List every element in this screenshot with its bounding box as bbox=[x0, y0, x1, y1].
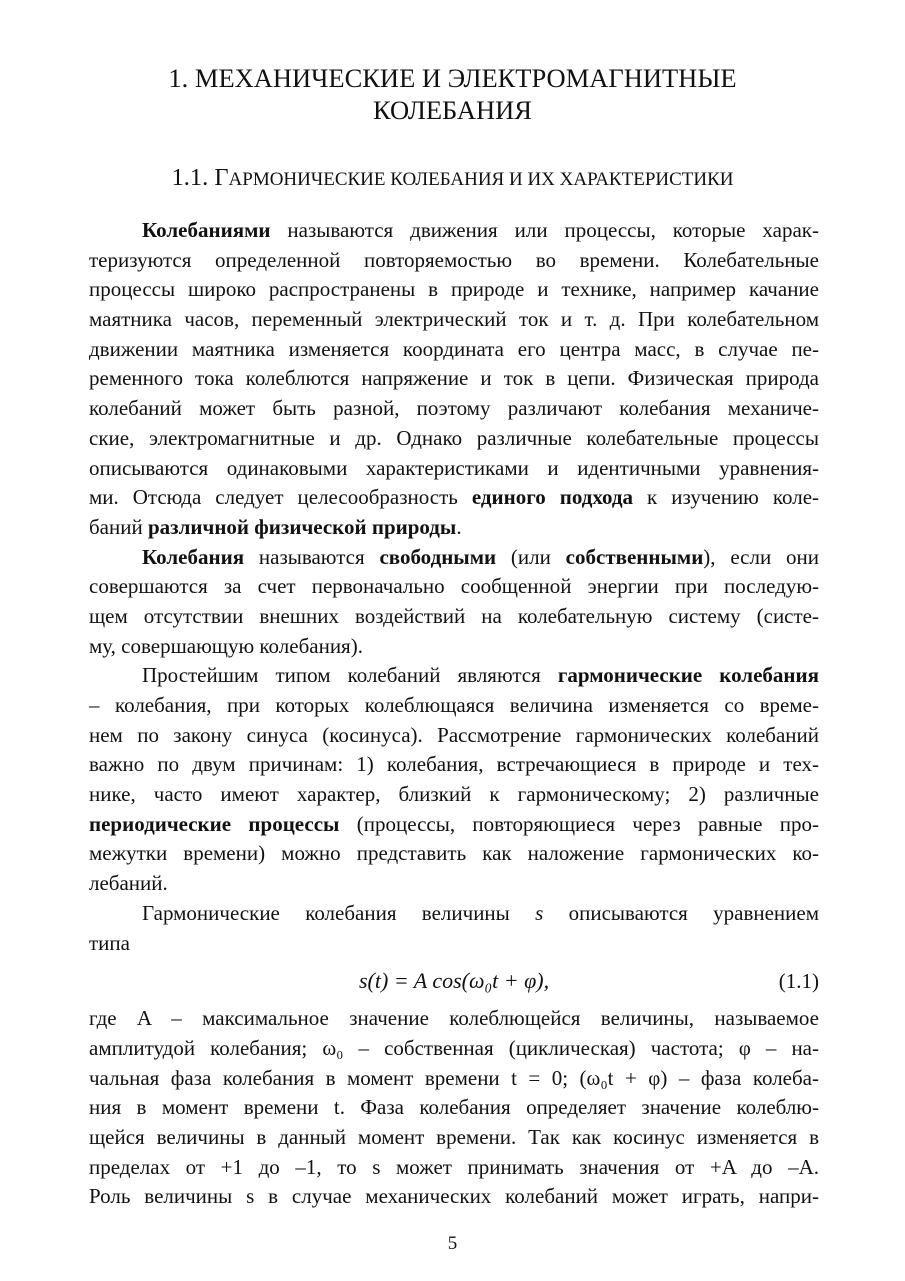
chapter-title-line-1: 1. МЕХАНИЧЕСКИЕ И ЭЛЕКТРОМАГНИТНЫЕ bbox=[168, 63, 737, 93]
term-bold: гармонические колебания bbox=[557, 663, 819, 688]
text-line: амплитудой колебания; ω₀ – собственная (циклическая) частота; φ – на- bbox=[89, 1035, 819, 1060]
text-line: описываются одинаковыми характеристиками и идентичными уравнения- bbox=[89, 455, 819, 480]
paragraph-free-oscillations bbox=[89, 543, 819, 662]
term-bold: Колебаниями bbox=[142, 218, 271, 242]
term-bold: Колебания bbox=[142, 544, 245, 569]
text-line: Роль величины s в случае механических колебаний может играть, напри- bbox=[89, 1184, 819, 1209]
paragraph-definitions bbox=[89, 1004, 819, 1212]
body-text bbox=[89, 216, 819, 1212]
chapter-title-line-2: КОЛЕБАНИЯ bbox=[373, 95, 532, 125]
text-line: процессы широко распространены в природе и технике, например качание bbox=[89, 277, 819, 302]
text-line: маятника часов, переменный электрический ток и т. д. При колебательном bbox=[89, 307, 819, 332]
term-bold: свободными bbox=[379, 544, 497, 569]
text-line: теризуются определенной повторяемостью во времени. Колебательные bbox=[89, 247, 819, 272]
text-line: Гармонические колебания величины s описываются уравнением bbox=[142, 900, 820, 925]
text-line: нем по закону синуса (косинуса). Рассмотрение гармонических колебаний bbox=[89, 722, 819, 747]
text-line: пределах от +1 до –1, то s может принимать значения от +A до –A. bbox=[89, 1154, 819, 1179]
term-bold: единого подхода bbox=[471, 485, 634, 510]
text-line: где A – максимальное значение колеблющейся величины, называемое bbox=[89, 1006, 819, 1031]
text-line: ми. Отсюда следует целесообразность единого подхода к изучению коле- bbox=[89, 485, 820, 510]
text-line: ские, электромагнитные и др. Однако различные колебательные процессы bbox=[89, 425, 819, 450]
text-line: щейся величины в данный момент времени. Так как косинус изменяется в bbox=[89, 1124, 819, 1149]
text-line: межутки времени) можно представить как наложение гармонических ко- bbox=[89, 841, 819, 866]
equation-1-1 bbox=[89, 958, 819, 1004]
text-line: му, совершающую колебания). bbox=[89, 633, 363, 658]
text-line: – колебания, при которых колеблющаяся величина изменяется со време- bbox=[89, 693, 819, 717]
term-bold: собственными bbox=[565, 544, 704, 569]
paragraph-equation-intro bbox=[89, 899, 819, 958]
equation-formula: s(t) = A cos(ω₀t + φ), bbox=[359, 968, 550, 994]
text-line: типа bbox=[89, 930, 130, 955]
text-line: ния в момент времени t. Фаза колебания определяет значение колеблю- bbox=[89, 1095, 819, 1120]
text-line: Простейшим типом колебаний являются гармонические колебания bbox=[142, 663, 819, 688]
term-bold: различной физической природы bbox=[147, 514, 457, 539]
variable-s: s bbox=[535, 900, 544, 925]
chapter-title bbox=[90, 62, 815, 126]
text-line: важно по двум причинам: 1) колебания, встречающиеся в природе и тех- bbox=[89, 752, 819, 777]
text-line: щем отсутствии внешних воздействий на колебательную систему (систе- bbox=[89, 603, 819, 628]
text-line: Колебаниями называются движения или процессы, которые харак- bbox=[142, 218, 819, 242]
text-line: колебаний может быть разной, поэтому различают колебания механиче- bbox=[89, 396, 819, 421]
text-line: совершаются за счет первоначально сообщенной энергии при последую- bbox=[89, 574, 819, 599]
text-line: ременного тока колеблются напряжение и ток в цепи. Физическая природа bbox=[89, 366, 819, 391]
text-line: чальная фаза колебания в момент времени t = 0; (ω₀t + φ) – фаза колеба- bbox=[89, 1065, 819, 1090]
text-line: нике, часто имеют характер, близкий к гармоническому; 2) различные bbox=[89, 782, 819, 807]
section-title bbox=[90, 163, 815, 195]
paragraph-definition bbox=[89, 216, 819, 543]
equation-number: (1.1) bbox=[778, 969, 819, 994]
text-line: лебаний. bbox=[89, 871, 168, 896]
section-title-text: АРМОНИЧЕСКИЕ КОЛЕБАНИЯ И ИХ ХАРАКТЕРИСТИКИ bbox=[228, 169, 734, 190]
text-line: Колебания называются свободными (или собственными), если они bbox=[142, 544, 820, 569]
text-line: баний различной физической природы. bbox=[89, 514, 462, 539]
paragraph-harmonic bbox=[89, 661, 819, 899]
text-line: периодические процессы (процессы, повторяющиеся через равные про- bbox=[89, 811, 819, 836]
term-bold: периодические процессы bbox=[89, 811, 340, 836]
text-line: движении маятника изменяется координата его центра масс, в случае пе- bbox=[89, 336, 819, 361]
page-number: 5 bbox=[447, 1233, 458, 1254]
section-number: 1.1. Г bbox=[171, 164, 229, 191]
